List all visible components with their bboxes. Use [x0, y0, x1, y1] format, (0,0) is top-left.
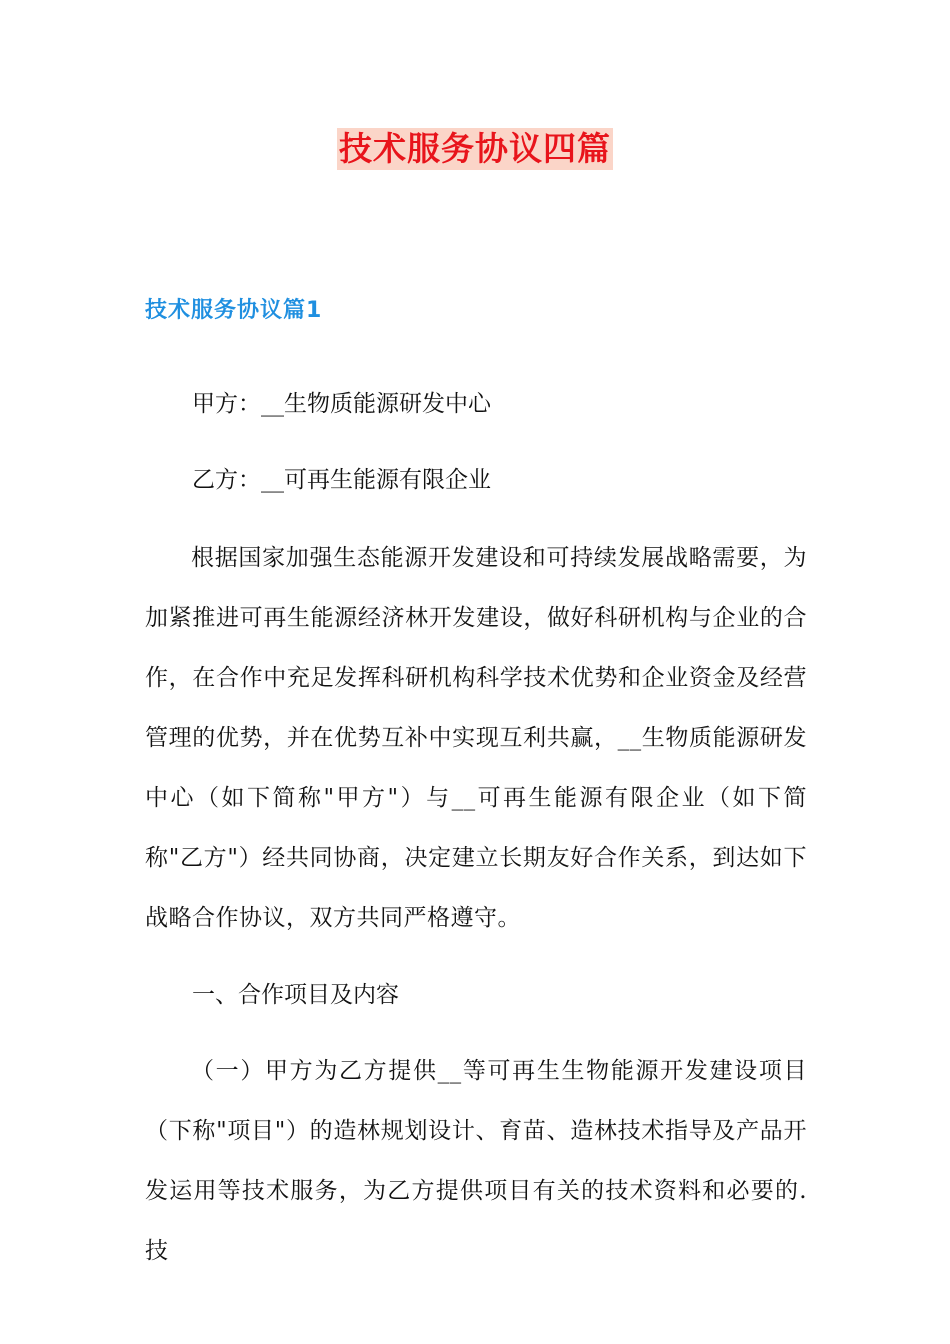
party-b-line: 乙方：__可再生能源有限企业	[192, 467, 491, 493]
document-title: 技术服务协议四篇	[339, 129, 611, 168]
party-a-line: 甲方：__生物质能源研发中心	[192, 391, 491, 417]
clause-heading: 一、合作项目及内容	[192, 982, 399, 1008]
clause-1-paragraph: （一）甲方为乙方提供__等可再生生物能源开发建设项目（下称"项目"）的造林规划设计、育苗、造林技术指导及产品开发运用等技术服务，为乙方提供项目有关的技术资料和必要的.技	[145, 1058, 807, 1264]
title-container	[0, 128, 950, 170]
intro-paragraph: 根据国家加强生态能源开发建设和可持续发展战略需要，为加紧推进可再生能源经济林开发建设，做好科研机构与企业的合作，在合作中充足发挥科研机构科学技术优势和企业资金及经营管理的优势，并在优势互补中实现互利共赢，__生物质能源研发中心（如下简称"甲方"）与__可再生能源有限企业（如下简称"乙方"）经共同协商，决定建立长期友好合作关系，到达如下战略合作协议，双方共同严格遵守。	[145, 545, 807, 931]
section-heading: 技术服务协议篇1	[145, 298, 323, 323]
